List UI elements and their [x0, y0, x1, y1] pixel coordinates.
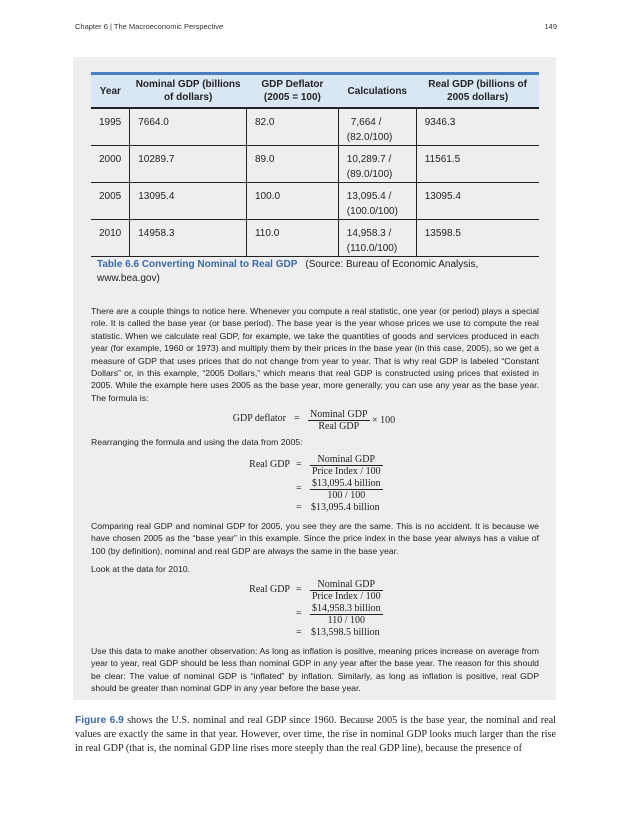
- cell-deflator: 110.0: [246, 220, 338, 257]
- equation-real-gdp-2005: [0, 454, 630, 514]
- cell-nominal: 14958.3: [130, 220, 247, 257]
- cell-real: 13598.5: [416, 220, 539, 257]
- cell-nominal: 13095.4: [130, 183, 247, 220]
- body-paragraph: [75, 714, 556, 757]
- cell-nominal: 10289.7: [130, 146, 247, 183]
- cell-year: 2005: [91, 183, 130, 220]
- eq-sign: =: [296, 608, 302, 619]
- cell-calc: [338, 108, 416, 146]
- cell-calc: [338, 146, 416, 183]
- cell-deflator: 82.0: [246, 108, 338, 146]
- cell-real: 13095.4: [416, 183, 539, 220]
- equation-real-gdp-2010: [0, 579, 630, 639]
- caption-label: Table 6.6 Converting Nominal to Real GDP: [97, 259, 298, 270]
- eq-sign: =: [294, 413, 300, 424]
- table-header-row: [91, 74, 539, 109]
- eq-lhs: GDP deflator: [232, 413, 286, 424]
- eq-sign: =: [296, 483, 302, 494]
- cell-calc: [338, 183, 416, 220]
- col-year: Year: [91, 74, 130, 109]
- eq-result: $13,095.4 billion: [311, 502, 380, 513]
- calc-line-1: 14,958.3 /: [346, 228, 392, 239]
- eq-sign: =: [296, 459, 302, 470]
- col-gdp-deflator: GDP Deflator (2005 = 100): [246, 74, 338, 109]
- eq-result: $13,598.5 billion: [311, 627, 380, 638]
- paragraph-look-2010: Look at the data for 2010.: [91, 564, 191, 574]
- eq-fraction: $\frac{\text{\$13,095.4 billion}}{100 / 100}$: [312, 478, 381, 501]
- calc-line-1: 13,095.4 /: [346, 191, 392, 202]
- cell-real: 9346.3: [416, 108, 539, 146]
- caption-source: (Source: Bureau of Economic Analysis, www.bea.gov): [97, 259, 479, 284]
- eq-fraction: $\frac{\text{Nominal GDP}}{\text{Price Index / 100}}$: [312, 454, 381, 477]
- table-row: [91, 183, 539, 220]
- paragraph-comparing: Comparing real GDP and nominal GDP for 2005, you see they are the same. This is no accident. It is because we have chosen 2005 as the “base year” in this example. Since the price index in the base year always has a value of 100 (by definition), nominal and real GDP are always the same in the base year.: [91, 521, 539, 556]
- eq-sign: =: [296, 584, 302, 595]
- chapter-title: Chapter 6 | The Macroeconomic Perspective: [75, 22, 224, 31]
- calc-line-1: 7,664 /: [350, 117, 382, 128]
- col-real-gdp: Real GDP (billions of 2005 dollars): [416, 74, 539, 109]
- calc-line-2: (110.0/100): [346, 243, 398, 254]
- cell-nominal: 7664.0: [130, 108, 247, 146]
- col-calculations: Calculations: [338, 74, 416, 109]
- body-text: shows the U.S. nominal and real GDP since 1960. Because 2005 is the base year, the nominal and real values are exactly the same in that year. However, over time, the rise in nominal GDP looks much larger than the rise in real GDP (that is, the nominal GDP line rises more steeply than the real GDP line), because the presence of: [75, 715, 557, 755]
- calc-line-2: (82.0/100): [346, 132, 393, 143]
- paragraph-observation: Use this data to make another observation: As long as inflation is positive, meaning prices increase on average from year to year, real GDP should be less than nominal GDP in any year after the base year. The reason for this should be clear: The value of nominal GDP is “inflated” by inflation. Similarly, as long as inflation is positive, real GDP should be greater than nominal GDP in any year before the base year.: [91, 646, 539, 694]
- cell-year: 2000: [91, 146, 130, 183]
- cell-calc: [338, 220, 416, 257]
- equation-gdp-deflator: [0, 409, 630, 435]
- cell-real: 11561.5: [416, 146, 539, 183]
- eq-fraction: $\frac{\text{\$14,958.3 billion}}{110 / 100}$: [312, 603, 381, 626]
- eq-fraction: [308, 409, 370, 432]
- cell-deflator: 100.0: [246, 183, 338, 220]
- eq-fraction: $\frac{\text{Nominal GDP}}{\text{Price Index / 100}}$: [312, 579, 381, 602]
- eq-lhs: Real GDP: [249, 459, 290, 470]
- table-caption: [97, 258, 527, 286]
- cell-year: 2010: [91, 220, 130, 257]
- cell-deflator: 89.0: [246, 146, 338, 183]
- table-row: [91, 108, 539, 146]
- calc-line-1: 10,289.7 /: [346, 154, 392, 165]
- eq-numerator: Nominal GDP: [310, 409, 368, 420]
- calc-line-2: (100.0/100): [346, 206, 398, 217]
- eq-lhs: Real GDP: [249, 584, 290, 595]
- eq-multiplier: × 100: [372, 414, 396, 426]
- calc-line-2: (89.0/100): [346, 169, 393, 180]
- page-number: 149: [544, 22, 557, 31]
- paragraph-rearranging: Rearranging the formula and using the data from 2005:: [91, 437, 303, 447]
- gdp-table: [91, 72, 539, 257]
- cell-year: 1995: [91, 108, 130, 146]
- table-row: [91, 220, 539, 257]
- paragraph-base-year: There are a couple things to notice here. Whenever you compute a real statistic, one year (or period) plays a special role. It is called the base year (or base period). The base year is the year whose prices we use to compute the real statistic. When we calculate real GDP, for example, we take the quantities of goods and services produced in each year (for example, 1960 or 1973) and multiply them by their prices in the base year (in this case, 2005), so we get a measure of GDP that uses prices that do not change from year to year. That is why real GDP is labeled “Constant Dollars” or, in this example, “2005 Dollars,” which means that real GDP is constructed using prices that existed in 2005. While the example here uses 2005 as the base year, more generally, you can use any year as the base year. The formula is:: [91, 306, 539, 403]
- col-nominal-gdp: Nominal GDP (billions of dollars): [130, 74, 247, 109]
- eq-denominator: Real GDP: [318, 421, 360, 432]
- eq-sign: =: [296, 627, 302, 638]
- figure-link[interactable]: Figure 6.9: [75, 715, 124, 726]
- eq-sign: =: [296, 502, 302, 513]
- table-row: [91, 146, 539, 183]
